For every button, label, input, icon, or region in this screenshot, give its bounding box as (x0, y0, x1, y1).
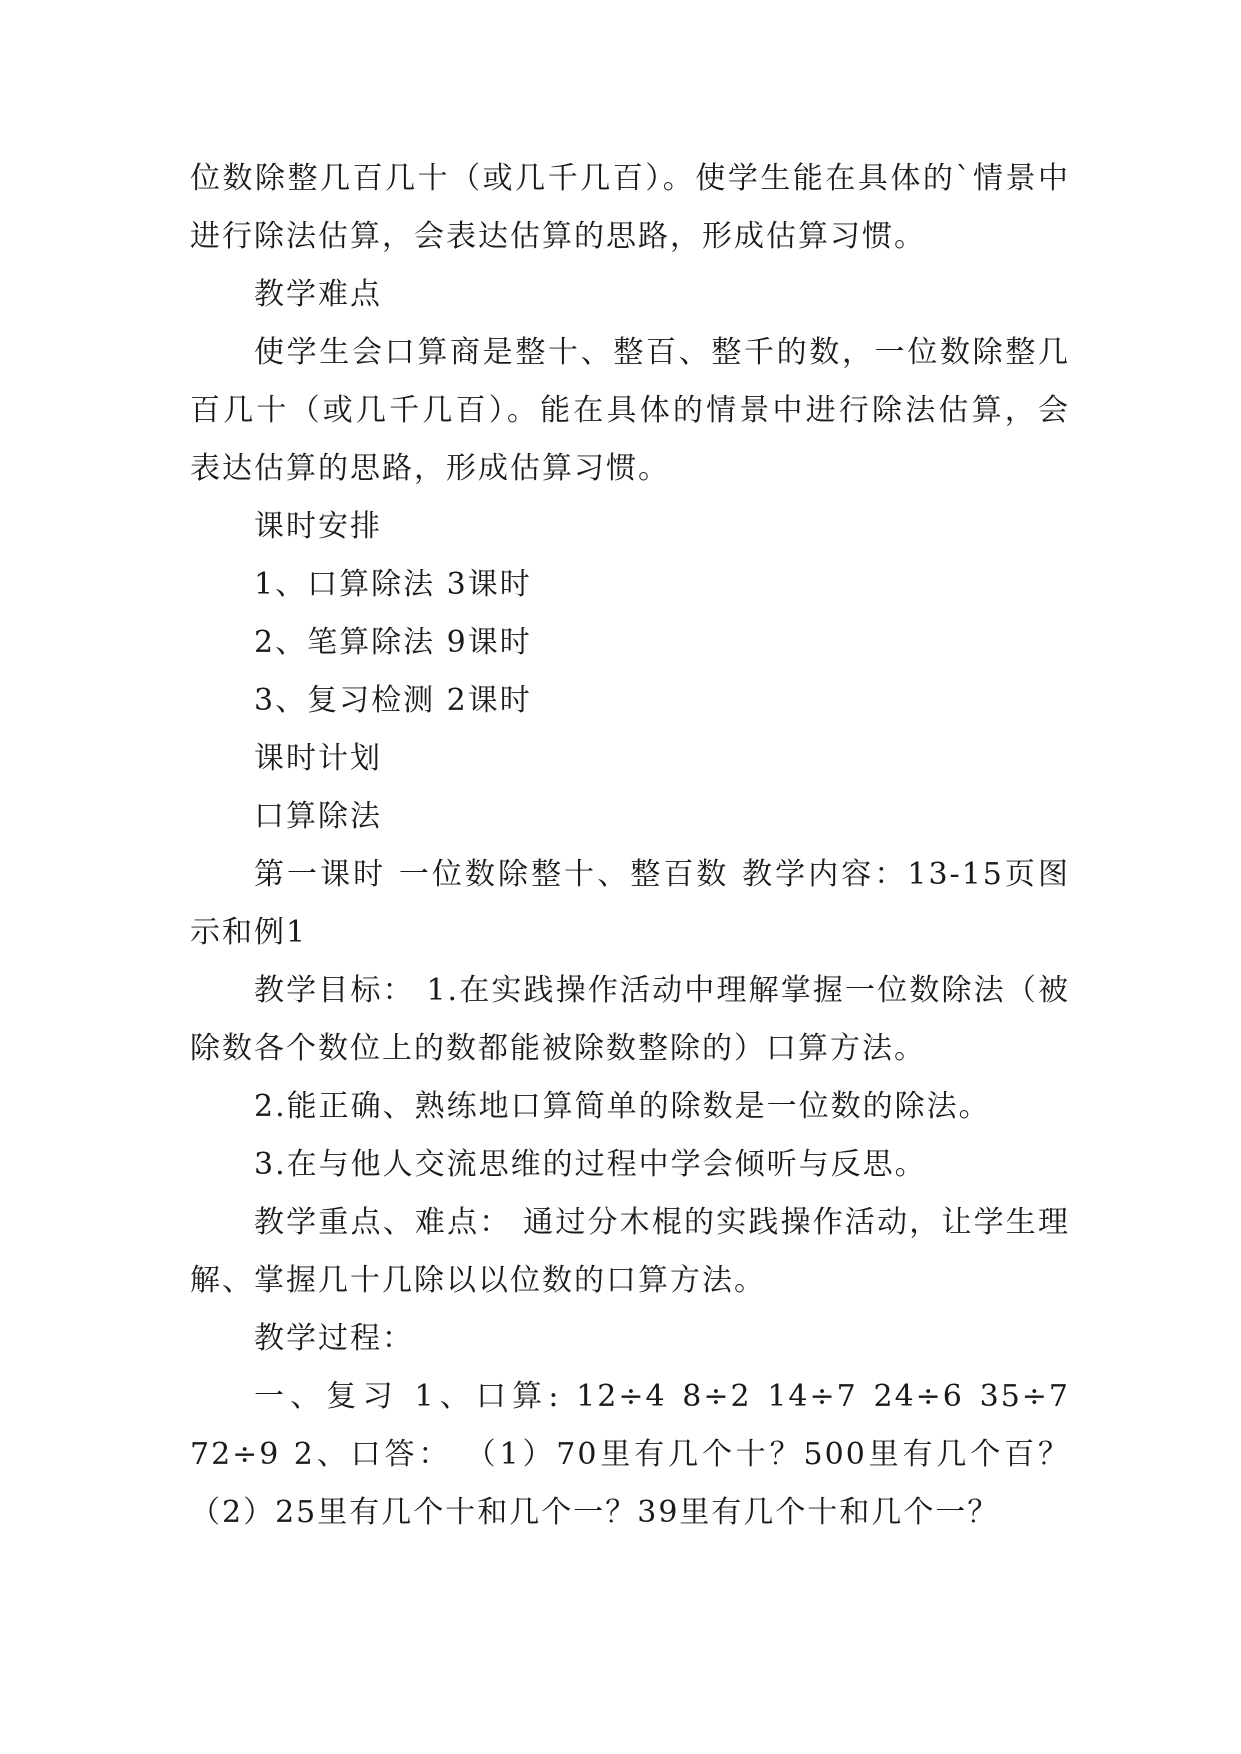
heading-teaching-difficulty: 教学难点 (254, 277, 382, 312)
list-item-written-division: 2、笔算除法 9课时 (254, 625, 532, 660)
paragraph-first-lesson: 第一课时 一位数除整十、整百数 教学内容：13-15页图示和例1 (190, 857, 1070, 950)
list-item-oral-division: 1、口算除法 3课时 (254, 567, 532, 602)
heading-oral-division: 口算除法 (254, 799, 382, 834)
document-page (190, 150, 1070, 1542)
heading-lesson-arrangement: 课时安排 (254, 509, 382, 544)
paragraph-goal-2: 2.能正确、熟练地口算简单的除数是一位数的除法。 (254, 1089, 991, 1124)
paragraph-teaching-difficulty: 使学生会口算商是整十、整百、整千的数，一位数除整几百几十（或几千几百）。能在具体的情景中进行除法估算，会表达估算的思路，形成估算习惯。 (190, 335, 1070, 486)
list-item-review-test: 3、复习检测 2课时 (254, 683, 532, 718)
paragraph-review: 一、复习 1、口算: 12÷4 8÷2 14÷7 24÷6 35÷7 72÷9 2、口答： （1）70里有几个十？500里有几个百？（2）25里有几个十和几个一？39里有几个十和几个一？ (190, 1379, 1070, 1530)
paragraph-intro-continuation: 位数除整几百几十（或几千几百）。使学生能在具体的`情景中进行除法估算，会表达估算的思路，形成估算习惯。 (190, 161, 1070, 254)
heading-lesson-plan: 课时计划 (254, 741, 382, 776)
paragraph-key-points: 教学重点、难点： 通过分木棍的实践操作活动，让学生理解、掌握几十几除以以位数的口算方法。 (190, 1205, 1070, 1298)
paragraph-goal-3: 3.在与他人交流思维的过程中学会倾听与反思。 (254, 1147, 927, 1182)
heading-teaching-process: 教学过程： (254, 1321, 414, 1356)
paragraph-teaching-goals: 教学目标： 1.在实践操作活动中理解掌握一位数除法（被除数各个数位上的数都能被除数整除的）口算方法。 (190, 973, 1070, 1066)
